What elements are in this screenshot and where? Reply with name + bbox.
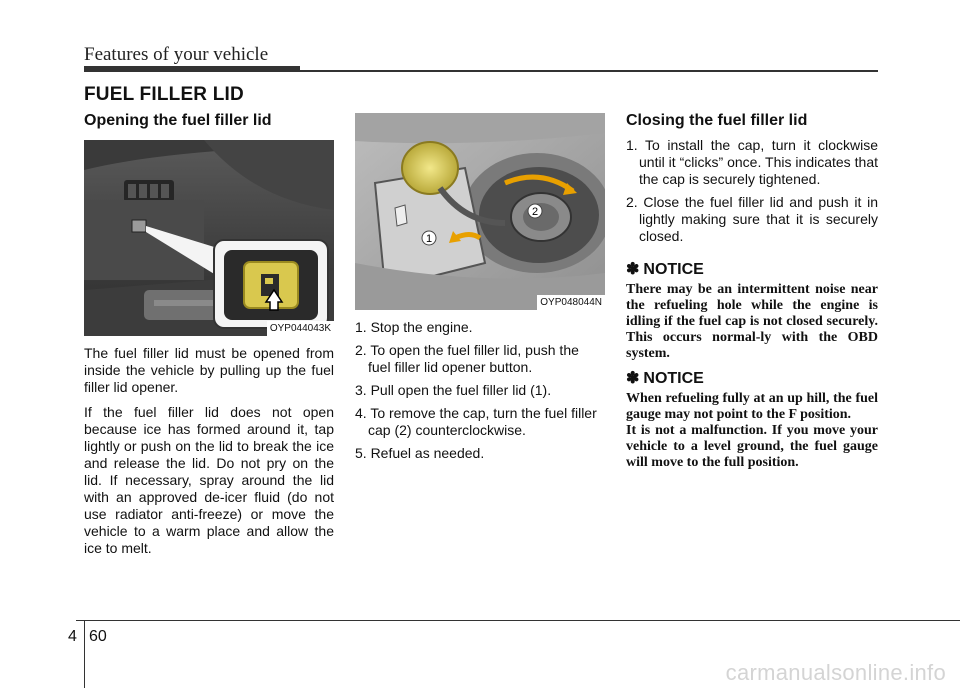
- closing-heading: Closing the fuel filler lid: [626, 112, 808, 129]
- notice-body: When refueling fully at an up hill, the fuel gauge may not point to the F position.: [626, 391, 878, 422]
- list-item: 2. Close the fuel filler lid and push it in lightly making sure that it is securely closed.: [626, 194, 878, 244]
- notice-body: There may be an intermittent noise near the refueling hole while the engine is idling if the fuel cap is not closed securely. This occurs normal-ly with the OBD system.: [626, 282, 878, 361]
- dashboard-illustration: [84, 140, 334, 336]
- opening-para-1: The fuel filler lid must be opened from inside the vehicle by pulling up the fuel filler lid opener.: [84, 345, 334, 395]
- list-item: 3. Pull open the fuel filler lid (1).: [355, 382, 552, 398]
- header-rule: [300, 70, 878, 72]
- header-title: Features of your vehicle: [84, 44, 269, 65]
- figure-caption: OYP048044N: [537, 295, 605, 310]
- column-3: [626, 112, 878, 479]
- page-number: 60: [89, 628, 107, 645]
- closing-steps: [626, 137, 878, 245]
- notice-body: It is not a malfunction. If you move your vehicle to a level ground, the fuel gauge will move to the full position.: [626, 423, 878, 470]
- notice-title: [626, 370, 878, 387]
- list-item: 2. To open the fuel filler lid, push the fuel filler lid opener button.: [355, 342, 579, 375]
- header-bar: [84, 66, 300, 72]
- footer-rule: [76, 620, 960, 621]
- notice-2: [626, 370, 878, 471]
- notice-1: [626, 261, 878, 362]
- notice-label: NOTICE: [643, 261, 704, 278]
- page-section: 4: [68, 628, 77, 645]
- asterisk-icon: ✽: [626, 261, 640, 278]
- figure-label-1: 1: [425, 233, 433, 245]
- column-1: [84, 112, 334, 565]
- figure-label-2: 2: [531, 206, 539, 218]
- figure-fuel-lid: [355, 113, 605, 310]
- opening-steps: [355, 319, 605, 462]
- footer-divider: [84, 620, 85, 688]
- list-item: 5. Refuel as needed.: [355, 445, 485, 461]
- notice-label: NOTICE: [643, 370, 704, 387]
- figure-caption: OYP044043K: [267, 321, 334, 336]
- asterisk-icon: ✽: [626, 370, 640, 387]
- watermark: carmanualsonline.info: [725, 660, 946, 685]
- fuel-lid-illustration: [355, 113, 605, 310]
- opening-para-2: If the fuel filler lid does not open because ice has formed around it, tap lightly or push on the lid to break the ice and release the lid. Do not pry on the lid. If necessary, spray around the lid with an approved de-icer fluid (do not use radiator anti-freeze) or move the vehicle to a warm place and allow the ice to melt.: [84, 404, 334, 556]
- list-item: 4. To remove the cap, turn the fuel filler cap (2) counterclockwise.: [355, 405, 597, 438]
- column-2: [355, 113, 605, 468]
- list-item: 1. Stop the engine.: [355, 319, 473, 335]
- notice-title: [626, 261, 878, 278]
- figure-dashboard-opener: [84, 140, 334, 336]
- section-title: FUEL FILLER LID: [84, 84, 244, 105]
- list-item: 1. To install the cap, turn it clockwise until it “clicks” once. This indicates that the cap is securely tightened.: [626, 137, 878, 187]
- opening-heading: Opening the fuel filler lid: [84, 112, 272, 129]
